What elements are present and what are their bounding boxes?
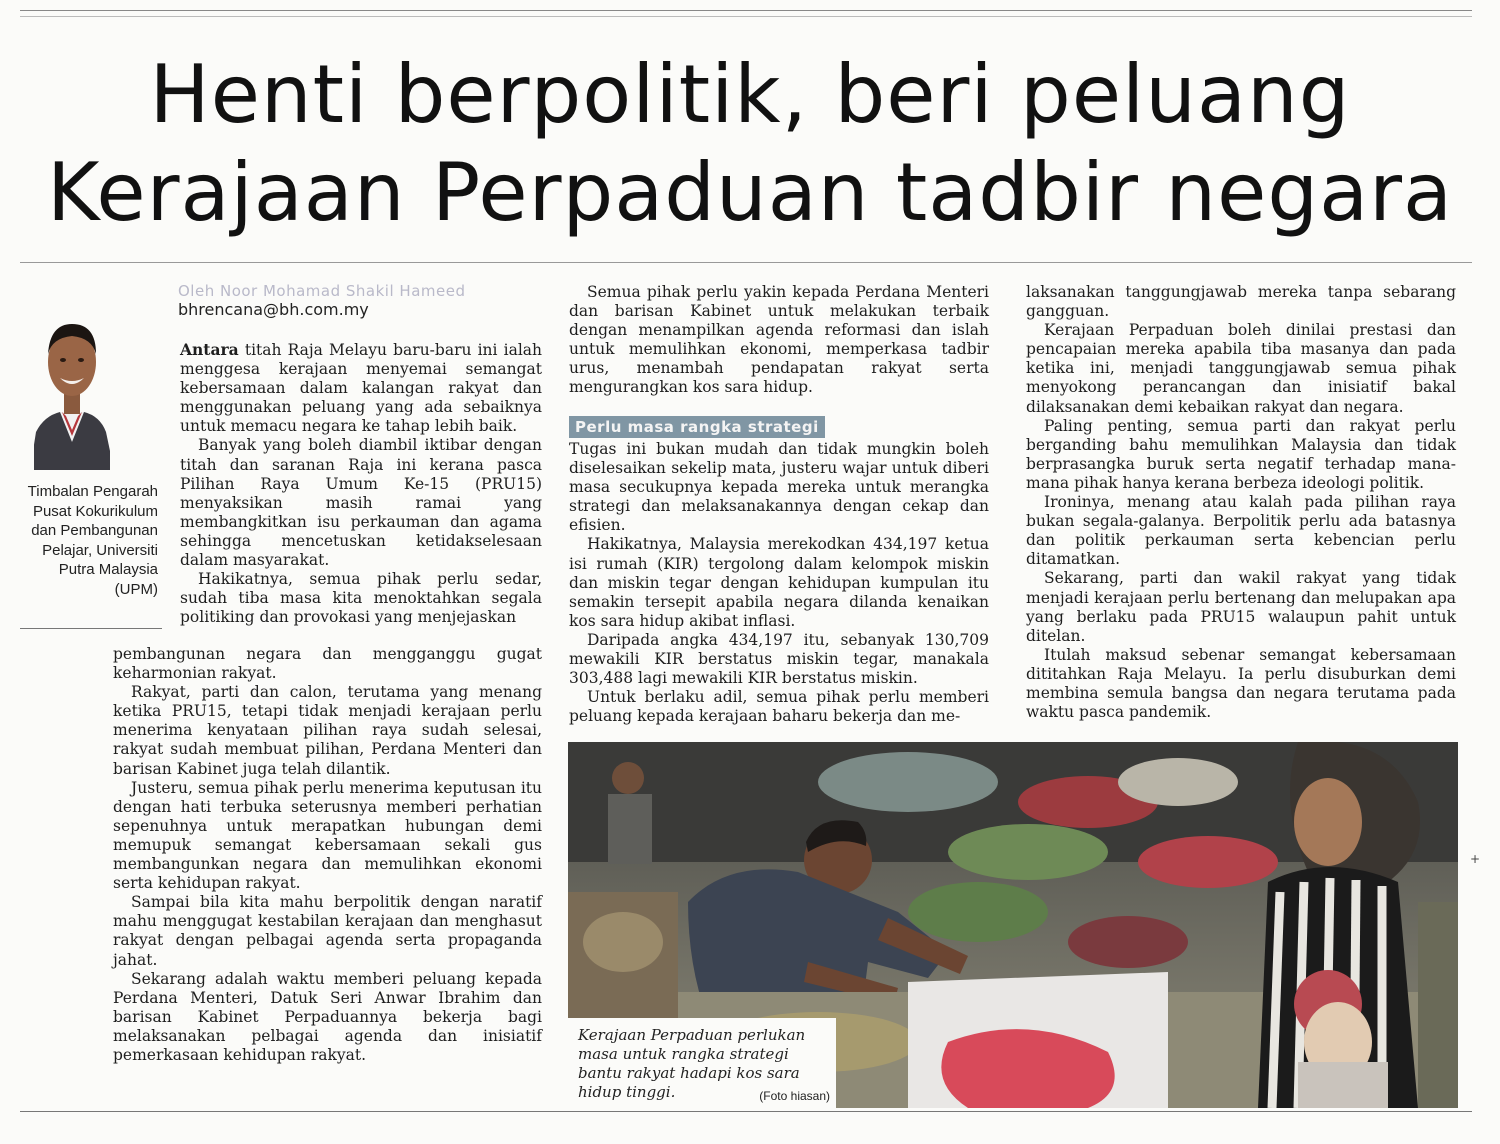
- paragraph: Paling penting, semua parti dan rakyat perlu berganding bahu memulihkan Malaysia dan tidak berprasangka buruk serta negatif terhadap mana-mana pihak hanya kerana berbeza ideologi politik.: [1026, 416, 1456, 492]
- paragraph: Sekarang, parti dan wakil rakyat yang tidak menjadi kerajaan perlu bertenang dan melupakan apa yang berlaku pada PRU15 walaupun pahit untuk ditelan.: [1026, 569, 1456, 645]
- paragraph: Banyak yang boleh diambil iktibar dengan titah dan saranan Raja ini kerana pasca Pilihan Raya Umum Ke-15 (PRU15) menyaksikan masih ramai yang membangkitkan isu perkauman dan agama sehingga mencetuskan ketidakselesaan dalam masyarakat.: [180, 436, 542, 570]
- paragraph: Sekarang adalah waktu memberi peluang kepada Perdana Menteri, Datuk Seri Anwar Ibrahim dan barisan Kabinet Perpaduannya bekerja bagi melaksanakan pelbagai agenda dan inisiatif pemerkasaan kehidupan rakyat.: [113, 969, 542, 1064]
- paragraph: Kerajaan Perpaduan boleh dinilai prestasi dan pencapaian mereka apabila tiba masanya dan pada ketika ini, menjadi tanggungjawab semua pihak menyokong perancangan dan inisiatif bakal dilaksanakan demi kebaikan rakyat dan negara.: [1026, 321, 1456, 416]
- paragraph: pembangunan negara dan mengganggu gugat keharmonian rakyat.: [113, 645, 542, 683]
- bottom-rule: [20, 1111, 1472, 1112]
- photo-credit: (Foto hiasan): [759, 1089, 830, 1103]
- photo-caption: [568, 1018, 836, 1108]
- column-1-top: [180, 340, 542, 627]
- lead-word: Antara: [180, 340, 239, 359]
- lead-text: titah Raja Melayu baru-baru ini ialah menggesa kerajaan menyemai semangat kebersamaan dalam kalangan rakyat dan menggunakan peluang yang ada sebaiknya untuk memacu negara ke tahap lebih baik.: [180, 341, 542, 436]
- author-portrait: [34, 312, 110, 470]
- paragraph: Hakikatnya, Malaysia merekodkan 434,197 ketua isi rumah (KIR) tergolong dalam kelompok miskin dan miskin tegar dengan kehidupan kumpulan itu semakin tersepit apabila negara dilanda kenaikan kos sara hidup akibat inflasi.: [569, 535, 989, 630]
- paragraph: Hakikatnya, semua pihak perlu sedar, sudah tiba masa kita menoktahkan segala politiking dan provokasi yang menjejaskan: [180, 570, 542, 627]
- top-rule: [20, 10, 1472, 11]
- headline-rule: [20, 262, 1472, 263]
- paragraph: Sampai bila kita mahu berpolitik dengan naratif mahu menggugat kestabilan kerajaan dan menghasut rakyat dengan pelbagai agenda serta propaganda jahat.: [113, 893, 542, 969]
- paragraph: laksanakan tanggungjawab mereka tanpa sebarang gangguan.: [1026, 283, 1456, 321]
- paragraph: Tugas ini bukan mudah dan tidak mungkin boleh diselesaikan sekelip mata, justeru wajar untuk diberi masa secukupnya kepada mereka untuk merangka strategi dan melaksanakannya dengan cekap dan efisien.: [569, 440, 989, 535]
- paragraph: Semua pihak perlu yakin kepada Perdana Menteri dan barisan Kabinet untuk melakukan terbaik dengan menampilkan agenda reformasi dan islah untuk memulihkan ekonomi, memperkasa tadbir urus, menambah pendapatan rakyat serta mengurangkan kos sara hidup.: [569, 283, 989, 397]
- paragraph: Justeru, semua pihak perlu menerima keputusan itu dengan hati terbuka seterusnya memberi perhatian sepenuhnya untuk merapatkan hubungan demi memupuk semangat kebersamaan sekali gus membangunkan negara dan memulihkan ekonomi serta kehidupan rakyat.: [113, 778, 542, 893]
- paragraph: Untuk berlaku adil, semua pihak perlu memberi peluang kepada kerajaan baharu bekerja dan me-: [569, 688, 989, 726]
- top-rule-secondary: [20, 16, 1472, 17]
- column-2-top: [569, 283, 989, 398]
- paragraph: Daripada angka 434,197 itu, sebanyak 130,709 mewakili KIR berstatus miskin tegar, manakala 303,488 lagi mewakili KIR berstatus miskin.: [569, 630, 989, 688]
- plus-mark: +: [1470, 852, 1481, 866]
- section-subhead: Perlu masa rangka strategi: [569, 416, 825, 438]
- byline: Oleh Noor Mohamad Shakil Hameed: [178, 282, 466, 300]
- headline-line-2: Kerajaan Perpaduan tadbir negara: [46, 146, 1454, 239]
- caption-text: Kerajaan Perpaduan perlukan masa untuk rangka strategi bantu rakyat hadapi kos sara hidup tinggi.: [578, 1026, 806, 1101]
- headline-line-1: Henti berpolitik, beri peluang: [149, 48, 1351, 141]
- column-1-bottom: [113, 645, 542, 1065]
- paragraph: Rakyat, parti dan calon, terutama yang menang ketika PRU15, tetapi tidak menjadi kerajaan perlu menerima kenyataan pilihan raya sudah selesai, rakyat sudah membuat pilihan, Perdana Menteri dan barisan Kabinet juga telah dilantik.: [113, 683, 542, 778]
- author-caption: Timbalan Pengarah Pusat Kokurikulum dan Pembangunan Pelajar, Universiti Putra Malaysia (UPM): [27, 483, 158, 598]
- column-3: [1026, 283, 1456, 722]
- paragraph: [180, 340, 542, 436]
- paragraph: Ironinya, menang atau kalah pada pilihan raya bukan segala-galanya. Berpolitik perlu ada batasnya dan politik perkauman serta kebencian perlu ditamatkan.: [1026, 493, 1456, 569]
- author-rule: [20, 628, 162, 629]
- author-email: bhrencana@bh.com.my: [178, 300, 369, 319]
- column-2-bottom: [569, 440, 989, 726]
- paragraph: Itulah maksud sebenar semangat kebersamaan dititahkan Raja Melayu. Ia perlu disuburkan demi membina semula bangsa dan negara terutama pada waktu pasca pandemik.: [1026, 645, 1456, 722]
